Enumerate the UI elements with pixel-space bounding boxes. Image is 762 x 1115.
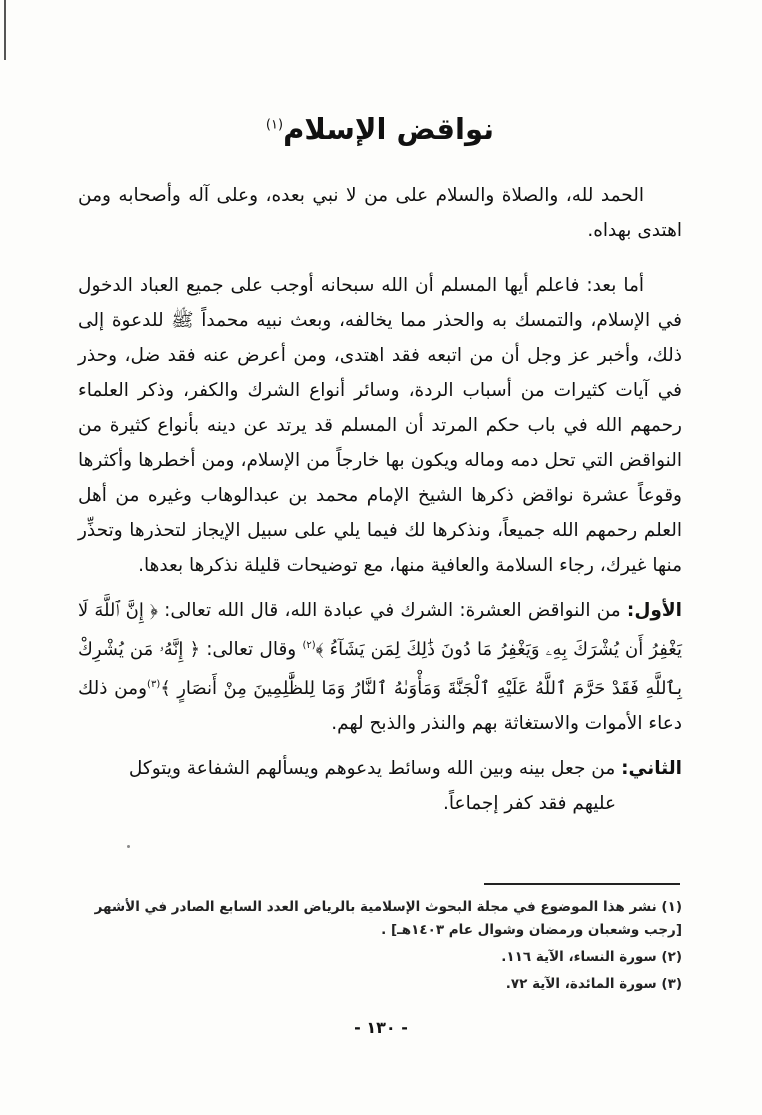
page-title (80, 112, 680, 146)
verse-1-ref: (٢) (302, 640, 316, 651)
footnotes (78, 896, 682, 1000)
quran-verse-2: ﴿ إِنَّهُۥ مَن يُشْرِكْ بِٱللَّهِ فَقَدْ حَرَّمَ ٱللَّهُ عَلَيْهِ ٱلْجَنَّةَ وَمَأْوَىٰهُ ٱلنَّارُ وَمَا لِلظَّٰلِمِينَ مِنْ أَنصَارٍ ﴾ (78, 639, 682, 700)
body-text (78, 178, 682, 821)
point-text-first-b: وقال تعالى: (200, 639, 303, 661)
intro-paragraph: الحمد لله، والصلاة والسلام على من لا نبي بعده، وعلى آله وأصحابه ومن اهتدى بهداه. (78, 185, 682, 241)
title-footnote-ref: (١) (265, 117, 284, 133)
point-label-first: الأول: (626, 600, 682, 621)
main-paragraph: أما بعد: فاعلم أيها المسلم أن الله سبحانه أوجب على جميع العباد الدخول في الإسلام، والتمسك به والحذر مما يخالفه، وبعث نبيه محمداً ﷺ للدعوة إلى ذلك، وأخبر عز وجل أن من اتبعه فقد اهتدى، ومن أعرض عنه فقد ضل، وحذر في آيات كثيرات من أسباب الردة، وسائر أنواع الشرك والكفر، وذكر العلماء رحمهم الله في باب حكم المرتد أن المسلم قد يرتد عن دينه بأنواع كثيرة من النواقض التي تحل دمه وماله ويكون بها خارجاً من الإسلام، ومن أخطرها وأكثرها وقوعاً عشرة نواقض ذكرها الشيخ الإمام محمد بن عبدالوهاب وغيره من أهل العلم رحمهم الله جميعاً، ونذكرها لك فيما يلي على سبيل الإيجاز لتحذرها وتحذِّر منها غيرك، رجاء السلامة والعافية منها، مع توضيحات قليلة نذكرها بعدها. (78, 275, 682, 576)
point-text-second-b: عليهم فقد كفر إجماعاً. (443, 793, 616, 815)
footnote-2: (٢) سورة النساء، الآية ١١٦. (501, 949, 682, 965)
title-text: نواقض الإسلام (283, 112, 495, 146)
verse-2-ref: (٣) (147, 679, 161, 691)
print-speck (127, 845, 130, 848)
point-label-second: الثاني: (621, 758, 682, 780)
point-text-second-a: من جعل بينه وبين الله وسائط يدعوهم ويسألهم الشفاعة ويتوكل (128, 758, 622, 780)
point-text-first-c: ومن ذلك دعاء الأموات والاستغاثة بهم والنذر والذبح لهم. (78, 678, 682, 735)
page-number: - ١٣٠ - (354, 1018, 408, 1037)
footnote-divider (484, 883, 680, 885)
footnote-1: (١) نشر هذا الموضوع في مجلة البحوث الإسلامية بالرياض العدد السابع الصادر في الأشهر [رجب وشعبان ورمضان وشوال عام ١٤٠٣هـ] . (94, 899, 682, 938)
footnote-3: (٣) سورة المائدة، الآية ٧٢. (505, 976, 682, 992)
nullifier-first (78, 593, 682, 741)
point-text-first-a: من النواقض العشرة: الشرك في عبادة الله، قال الله تعالى: (157, 600, 627, 621)
nullifier-second (78, 751, 682, 821)
quran-verse-1: ﴿ إِنَّ ٱللَّهَ لَا يَغْفِرُ أَن يُشْرَكَ بِهِۦ وَيَغْفِرُ مَا دُونَ ذَٰلِكَ لِمَن يَشَآءُ ﴾ (78, 600, 682, 661)
page-edge-line (4, 0, 6, 60)
